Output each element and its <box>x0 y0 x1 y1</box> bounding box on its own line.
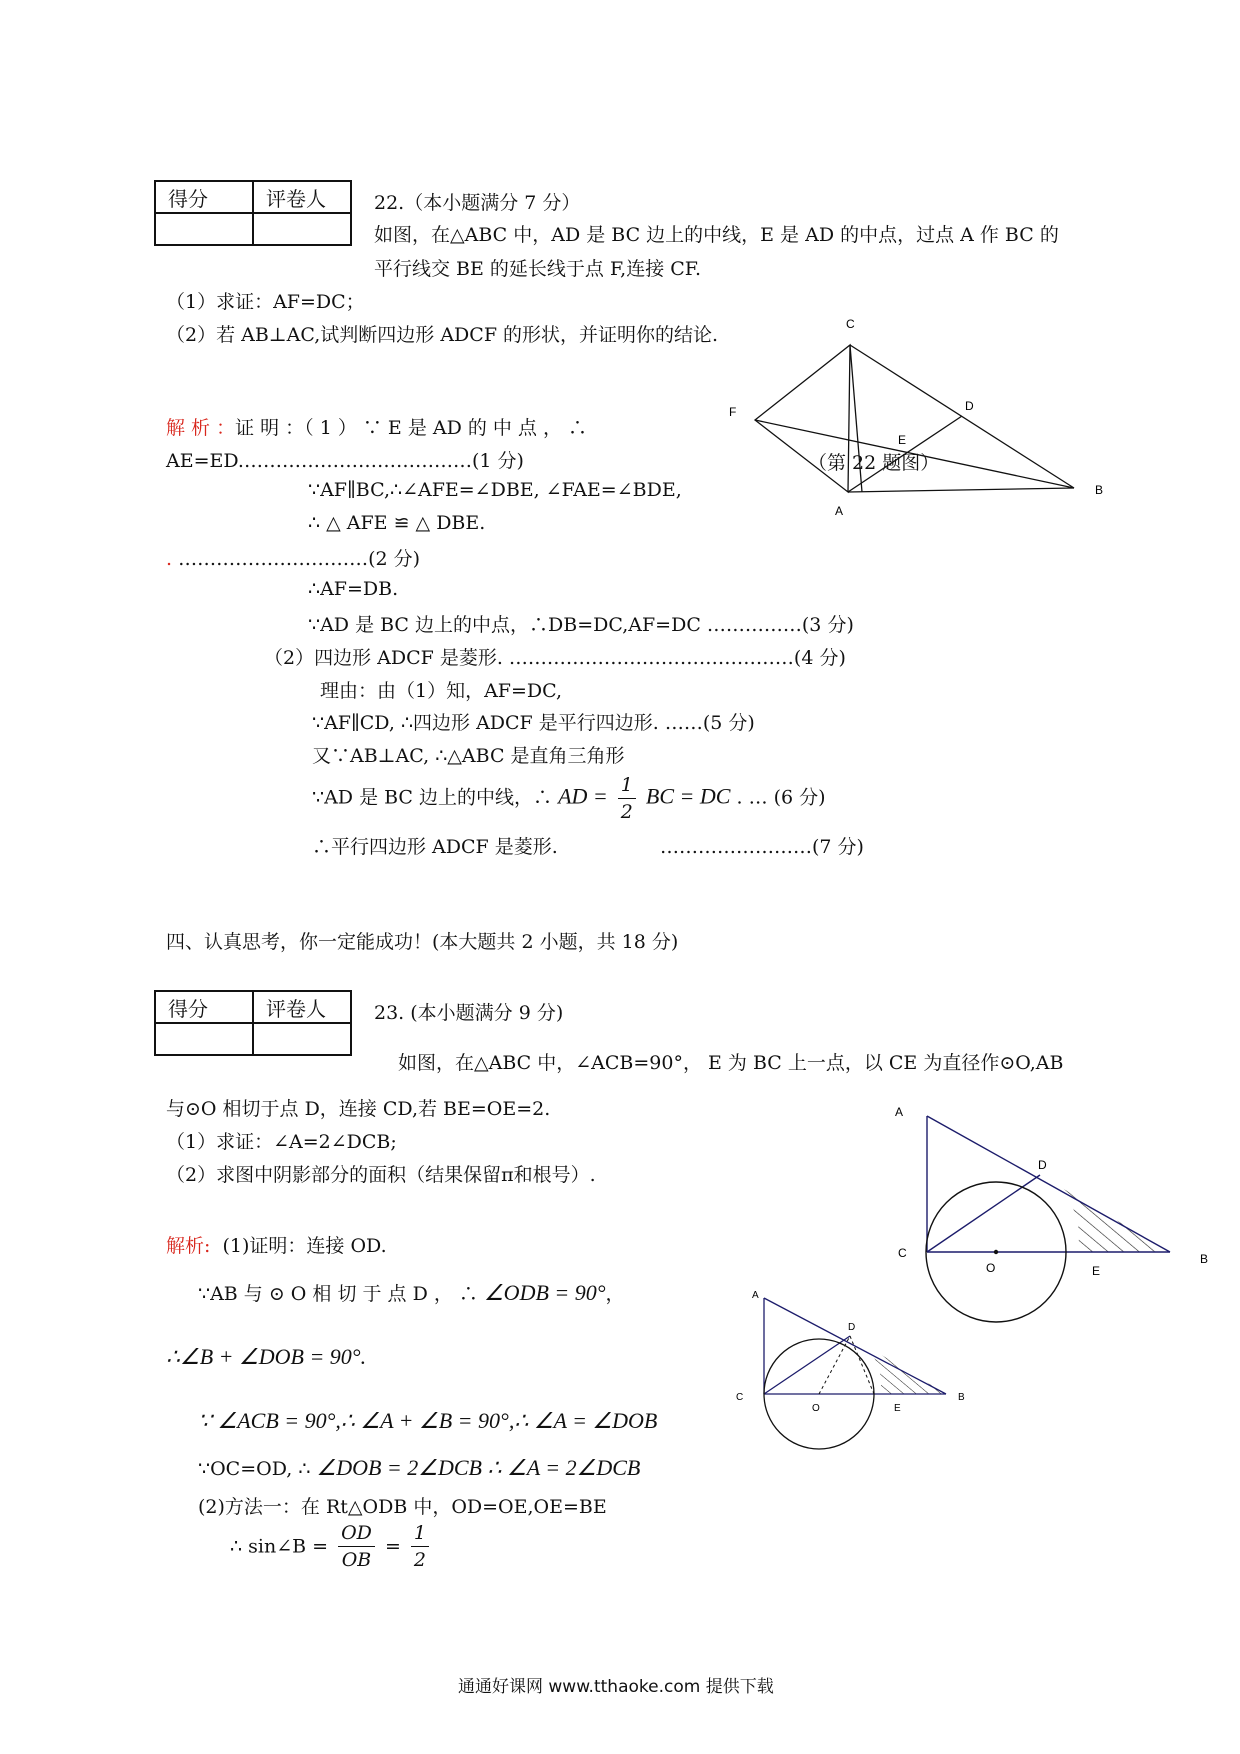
q22-score-6: . … (6 分) <box>736 786 826 809</box>
q23-f2-chord-cd <box>764 1336 850 1394</box>
q23-stem-line2: 与⊙O 相切于点 D，连接 CD,若 BE=OE=2. <box>166 1098 551 1120</box>
q23-analysis-line7 <box>230 1520 433 1573</box>
q22-label-e: E <box>898 433 907 447</box>
q22-label-b: B <box>1095 483 1104 497</box>
q22-label-c: C <box>846 317 855 331</box>
fraction-num: OD <box>338 1520 375 1547</box>
reviewer-label: 评卷人 <box>253 181 351 213</box>
q22-stem-line2: 平行线交 BE 的延长线于点 F,连接 CF. <box>374 258 702 280</box>
q23-f1-label-o: O <box>986 1261 996 1275</box>
fraction-num: 1 <box>618 772 636 799</box>
q22-score-7: ……………………(7 分) <box>660 836 864 858</box>
q22-figure-caption: （第 22 题图） <box>808 452 940 474</box>
q22-line12-prefix: ∵AD 是 BC 边上的中线，∴ <box>312 786 553 809</box>
q23-line2-prefix: ∵AB 与 ⊙ O 相 切 于 点 D ， ∴ <box>198 1283 478 1305</box>
analysis-label: 解析: <box>166 1235 211 1257</box>
q22-analysis-line3: ∵AF∥BC,∴∠AFE=∠DBE, ∠FAE=∠BDE, <box>308 479 682 501</box>
score-cell <box>155 213 253 245</box>
fraction-od-ob <box>338 1520 375 1573</box>
q22-analysis-line11: 又∵AB⊥AC, ∴△ABC 是直角三角形 <box>312 745 625 767</box>
q23-analysis-line1 <box>166 1231 387 1258</box>
q23-f2-label-a: A <box>752 1290 759 1301</box>
q23-f1-label-b: B <box>1200 1252 1209 1266</box>
q22-score-table <box>154 180 352 246</box>
q23-f2-radius-od <box>819 1336 850 1394</box>
reviewer-label: 评卷人 <box>253 991 351 1023</box>
q23-score-table <box>154 990 352 1056</box>
q23-figure-2 <box>728 1278 978 1458</box>
math-odb: ∠ODB = 90° <box>483 1280 606 1305</box>
fraction-den: 2 <box>413 1549 427 1571</box>
q22-analysis-line8: （2）四边形 ADCF 是菱形. ………………………………………(4 分) <box>264 647 846 669</box>
q23-analysis-line4 <box>198 1408 657 1434</box>
q23-shaded-region-2 <box>850 1336 946 1394</box>
q22-analysis-label <box>166 413 587 440</box>
fraction-den: 2 <box>620 801 633 823</box>
fraction-den: OB <box>341 1549 372 1571</box>
analysis-label: 解 析 ： <box>166 417 236 439</box>
q22-edge-ab <box>848 488 1074 492</box>
equals-sign: = <box>384 1535 401 1558</box>
q23-analysis-line6: (2)方法一：在 Rt△ODB 中，OD=OE,OE=BE <box>198 1496 607 1518</box>
q22-label-f: F <box>729 405 737 419</box>
q22-analysis-line6: ∴AF=DB. <box>308 578 399 600</box>
q23-f1-label-c: C <box>898 1246 907 1260</box>
q23-f2-label-c: C <box>736 1392 744 1403</box>
q22-part1: （1）求证：AF=DC； <box>166 291 365 313</box>
q22-stem-line1: 如图，在△ABC 中，AD 是 BC 边上的中线，E 是 AD 的中点，过点 A 作 BC 的 <box>374 224 1059 246</box>
q23-analysis-text: (1)证明：连接 OD. <box>222 1235 387 1257</box>
math-ad: AD = <box>558 783 608 809</box>
score-cell <box>155 1023 253 1055</box>
q23-f2-label-o: O <box>812 1403 820 1414</box>
reviewer-cell <box>253 213 351 245</box>
q22-analysis-line5 <box>166 544 420 571</box>
q22-label-d: D <box>965 399 974 413</box>
q23-part2: （2）求图中阴影部分的面积（结果保留π和根号）. <box>166 1164 596 1186</box>
q23-analysis-line2 <box>198 1279 625 1306</box>
fraction-num: 1 <box>411 1520 429 1547</box>
q22-analysis-line2: AE=ED.………………………………(1 分) <box>166 450 524 472</box>
q23-f2-label-e: E <box>894 1403 901 1414</box>
q22-title: 22.（本小题满分 7 分） <box>374 192 581 214</box>
reviewer-cell <box>253 1023 351 1055</box>
q23-part1: （1）求证：∠A=2∠DCB; <box>166 1131 397 1153</box>
section-heading: 四、认真思考，你一定能成功！(本大题共 2 小题，共 18 分) <box>166 931 679 953</box>
score-label: 得分 <box>155 991 253 1023</box>
q22-label-a: A <box>835 504 844 518</box>
math-angle-proof: ∵ ∠ACB = 90°,∴ ∠A + ∠B = 90°,∴ ∠A = ∠DOB <box>198 1408 658 1433</box>
q23-f2-label-d: D <box>848 1322 856 1333</box>
stray-dot: . <box>166 548 173 570</box>
q23-f1-label-d: D <box>1038 1158 1047 1172</box>
q23-f1-label-e: E <box>1092 1264 1101 1278</box>
q23-f2-label-b: B <box>958 1392 965 1403</box>
q23-analysis-line5 <box>198 1455 640 1481</box>
math-dob-dcb: ∠DOB = 2∠DCB ∴ ∠A = 2∠DCB <box>316 1455 641 1480</box>
q22-analysis-line1: 证 明 ：（ 1 ） ∵ E 是 AD 的 中 点 ， ∴ <box>235 417 588 439</box>
q22-analysis-line10: ∵AF∥CD, ∴四边形 ADCF 是平行四边形. ……(5 分) <box>312 712 755 734</box>
q23-line7-prefix: ∴ sin∠B = <box>230 1535 329 1558</box>
q23-side-ab <box>927 1116 1170 1252</box>
q22-part2: （2）若 AB⊥AC,试判断四边形 ADCF 的形状，并证明你的结论. <box>166 324 719 346</box>
q23-title: 23. (本小题满分 9 分) <box>374 1002 564 1024</box>
fraction-half <box>411 1520 429 1573</box>
q23-line5-prefix: ∵OC=OD, ∴ <box>198 1458 311 1480</box>
q22-figure <box>715 310 1115 525</box>
math-bc-dc: BC = DC <box>645 783 731 809</box>
q23-analysis-line3: ∴∠B + ∠DOB = 90°. <box>166 1344 367 1369</box>
fraction-half <box>618 772 636 825</box>
q23-center-dot <box>994 1250 998 1254</box>
q22-score-2: …………………………(2 分) <box>178 548 421 570</box>
score-label: 得分 <box>155 181 253 213</box>
q23-line2-post: ， <box>605 1283 625 1305</box>
q23-f1-label-a: A <box>895 1105 904 1119</box>
q22-analysis-line9: 理由：由（1）知，AF=DC, <box>320 680 563 702</box>
q22-analysis-line7: ∵AD 是 BC 边上的中点，∴DB=DC,AF=DC ……………(3 分) <box>308 614 854 636</box>
q22-analysis-line13: ∴平行四边形 ADCF 是菱形. <box>312 836 558 858</box>
q22-analysis-line4: ∴ △ AFE ≌ △ DBE. <box>308 512 486 534</box>
q23-stem-line1: 如图，在△ABC 中，∠ACB=90°， E 为 BC 上一点，以 CE 为直径作⊙O,AB <box>398 1052 1064 1074</box>
page-footer: 通通好课网 www.tthaoke.com 提供下载 <box>458 1677 774 1697</box>
q23-chord-cd <box>927 1175 1040 1252</box>
q22-analysis-line12 <box>312 772 826 825</box>
